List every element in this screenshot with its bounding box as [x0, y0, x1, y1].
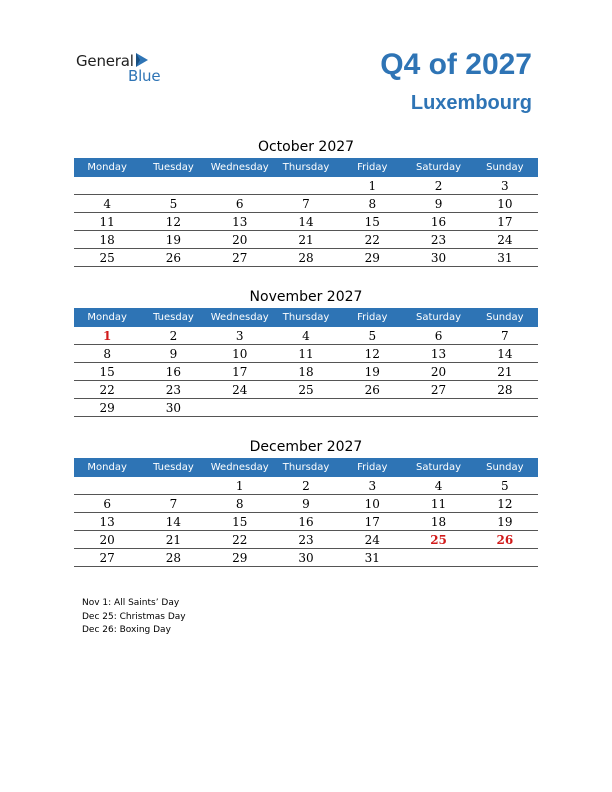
day-cell: 8	[207, 495, 273, 513]
weekday-header: Saturday	[405, 308, 471, 327]
holiday-note: Dec 26: Boxing Day	[82, 625, 171, 635]
day-cell: 24	[472, 231, 538, 249]
day-cell: 24	[339, 531, 405, 549]
day-cell: 21	[472, 363, 538, 381]
week-row	[74, 381, 538, 399]
day-cell: 27	[74, 549, 140, 567]
holiday-note: Dec 25: Christmas Day	[82, 611, 186, 622]
month-title: December 2027	[249, 439, 363, 455]
day-cell: 6	[405, 327, 471, 345]
day-cell: 31	[339, 549, 405, 567]
day-cell: 23	[405, 231, 471, 249]
day-cell: 2	[405, 177, 471, 195]
weekday-header: Monday	[74, 308, 140, 327]
day-cell: 13	[74, 513, 140, 531]
day-cell: 12	[339, 345, 405, 363]
day-cell	[207, 177, 273, 195]
day-cell: 28	[273, 249, 339, 267]
day-cell: 26	[339, 381, 405, 399]
weekday-header: Wednesday	[207, 158, 273, 177]
day-cell: 8	[74, 345, 140, 363]
month-november	[74, 286, 538, 417]
day-cell: 31	[472, 249, 538, 267]
day-cell: 20	[405, 363, 471, 381]
week-row	[74, 231, 538, 249]
day-cell: 4	[273, 327, 339, 345]
day-cell: 6	[207, 195, 273, 213]
day-cell: 22	[207, 531, 273, 549]
day-cell: 7	[472, 327, 538, 345]
day-cell: 27	[207, 249, 273, 267]
day-cell: 29	[339, 249, 405, 267]
day-cell	[207, 399, 273, 417]
day-cell	[273, 399, 339, 417]
day-cell: 3	[207, 327, 273, 345]
day-cell: 18	[74, 231, 140, 249]
day-cell: 14	[472, 345, 538, 363]
weekday-header: Friday	[339, 158, 405, 177]
country-name: Luxembourg	[410, 92, 532, 114]
day-cell: 9	[273, 495, 339, 513]
day-cell	[74, 177, 140, 195]
day-cell: 23	[140, 381, 206, 399]
day-cell: 29	[207, 549, 273, 567]
day-cell: 20	[74, 531, 140, 549]
day-cell: 14	[140, 513, 206, 531]
day-cell: 28	[472, 381, 538, 399]
day-cell: 2	[273, 477, 339, 495]
day-cell: 30	[273, 549, 339, 567]
day-cell: 13	[405, 345, 471, 363]
day-cell: 25	[405, 531, 471, 549]
day-cell: 11	[273, 345, 339, 363]
day-cell: 24	[207, 381, 273, 399]
week-row	[74, 195, 538, 213]
day-cell	[472, 399, 538, 417]
day-cell	[405, 399, 471, 417]
day-cell: 19	[472, 513, 538, 531]
day-cell	[472, 549, 538, 567]
day-cell: 15	[207, 513, 273, 531]
day-cell: 25	[273, 381, 339, 399]
day-cell: 3	[339, 477, 405, 495]
day-cell	[74, 477, 140, 495]
day-cell: 7	[140, 495, 206, 513]
month-title: November 2027	[249, 289, 363, 305]
day-cell: 4	[74, 195, 140, 213]
day-cell: 15	[74, 363, 140, 381]
day-cell: 12	[472, 495, 538, 513]
weekday-header: Tuesday	[140, 458, 206, 477]
day-cell: 9	[405, 195, 471, 213]
day-cell: 11	[74, 213, 140, 231]
day-cell: 25	[74, 249, 140, 267]
day-cell: 11	[405, 495, 471, 513]
week-row	[74, 399, 538, 417]
day-cell: 17	[339, 513, 405, 531]
day-cell: 21	[140, 531, 206, 549]
day-cell: 19	[339, 363, 405, 381]
day-cell: 5	[339, 327, 405, 345]
week-row	[74, 549, 538, 567]
day-cell: 10	[339, 495, 405, 513]
day-cell: 27	[405, 381, 471, 399]
logo-general-text: General	[76, 52, 134, 70]
day-cell: 16	[273, 513, 339, 531]
day-cell: 1	[74, 327, 140, 345]
weekday-header: Thursday	[273, 158, 339, 177]
weekday-header: Sunday	[472, 458, 538, 477]
day-cell: 26	[472, 531, 538, 549]
week-row	[74, 513, 538, 531]
day-cell	[140, 177, 206, 195]
weekday-header: Thursday	[273, 458, 339, 477]
day-cell: 5	[472, 477, 538, 495]
day-cell: 17	[472, 213, 538, 231]
week-row	[74, 345, 538, 363]
day-cell: 9	[140, 345, 206, 363]
weekday-header: Sunday	[472, 158, 538, 177]
week-row	[74, 213, 538, 231]
day-cell: 29	[74, 399, 140, 417]
day-cell: 10	[472, 195, 538, 213]
day-cell: 30	[405, 249, 471, 267]
day-cell	[273, 177, 339, 195]
day-cell: 1	[339, 177, 405, 195]
week-row	[74, 495, 538, 513]
day-cell: 2	[140, 327, 206, 345]
day-cell: 1	[207, 477, 273, 495]
day-cell: 17	[207, 363, 273, 381]
holiday-note: Nov 1: All Saints’ Day	[82, 598, 180, 608]
day-cell: 21	[273, 231, 339, 249]
day-cell: 30	[140, 399, 206, 417]
day-cell: 13	[207, 213, 273, 231]
month-december	[74, 436, 538, 567]
weekday-header: Saturday	[405, 458, 471, 477]
page-title: Q4 of 2027	[380, 48, 532, 81]
day-cell: 5	[140, 195, 206, 213]
day-cell: 22	[74, 381, 140, 399]
week-row	[74, 249, 538, 267]
day-cell: 20	[207, 231, 273, 249]
weekday-header: Thursday	[273, 308, 339, 327]
day-cell: 6	[74, 495, 140, 513]
weekday-header: Wednesday	[207, 308, 273, 327]
weekday-header: Saturday	[405, 158, 471, 177]
holiday-notes	[82, 597, 186, 638]
month-title: October 2027	[257, 139, 355, 155]
day-cell: 4	[405, 477, 471, 495]
day-cell: 14	[273, 213, 339, 231]
day-cell: 16	[140, 363, 206, 381]
weekday-header: Friday	[339, 308, 405, 327]
week-row	[74, 531, 538, 549]
day-cell	[339, 399, 405, 417]
day-cell: 3	[472, 177, 538, 195]
weekday-header: Friday	[339, 458, 405, 477]
day-cell: 18	[405, 513, 471, 531]
calendar-table	[74, 458, 538, 567]
day-cell: 15	[339, 213, 405, 231]
weekday-header: Monday	[74, 158, 140, 177]
week-row	[74, 327, 538, 345]
logo-flag-icon	[136, 53, 148, 67]
calendar-table	[74, 308, 538, 417]
week-row	[74, 363, 538, 381]
logo-blue-text: Blue	[128, 67, 161, 85]
weekday-header: Tuesday	[140, 308, 206, 327]
weekday-header: Sunday	[472, 308, 538, 327]
day-cell: 10	[207, 345, 273, 363]
week-row	[74, 177, 538, 195]
weekday-header: Tuesday	[140, 158, 206, 177]
day-cell: 26	[140, 249, 206, 267]
day-cell	[405, 549, 471, 567]
day-cell: 23	[273, 531, 339, 549]
month-october	[74, 136, 538, 267]
weekday-header: Monday	[74, 458, 140, 477]
day-cell	[140, 477, 206, 495]
day-cell: 7	[273, 195, 339, 213]
day-cell: 16	[405, 213, 471, 231]
week-row	[74, 477, 538, 495]
calendar-table	[74, 158, 538, 267]
day-cell: 18	[273, 363, 339, 381]
weekday-header: Wednesday	[207, 458, 273, 477]
day-cell: 28	[140, 549, 206, 567]
day-cell: 19	[140, 231, 206, 249]
day-cell: 22	[339, 231, 405, 249]
day-cell: 8	[339, 195, 405, 213]
day-cell: 12	[140, 213, 206, 231]
